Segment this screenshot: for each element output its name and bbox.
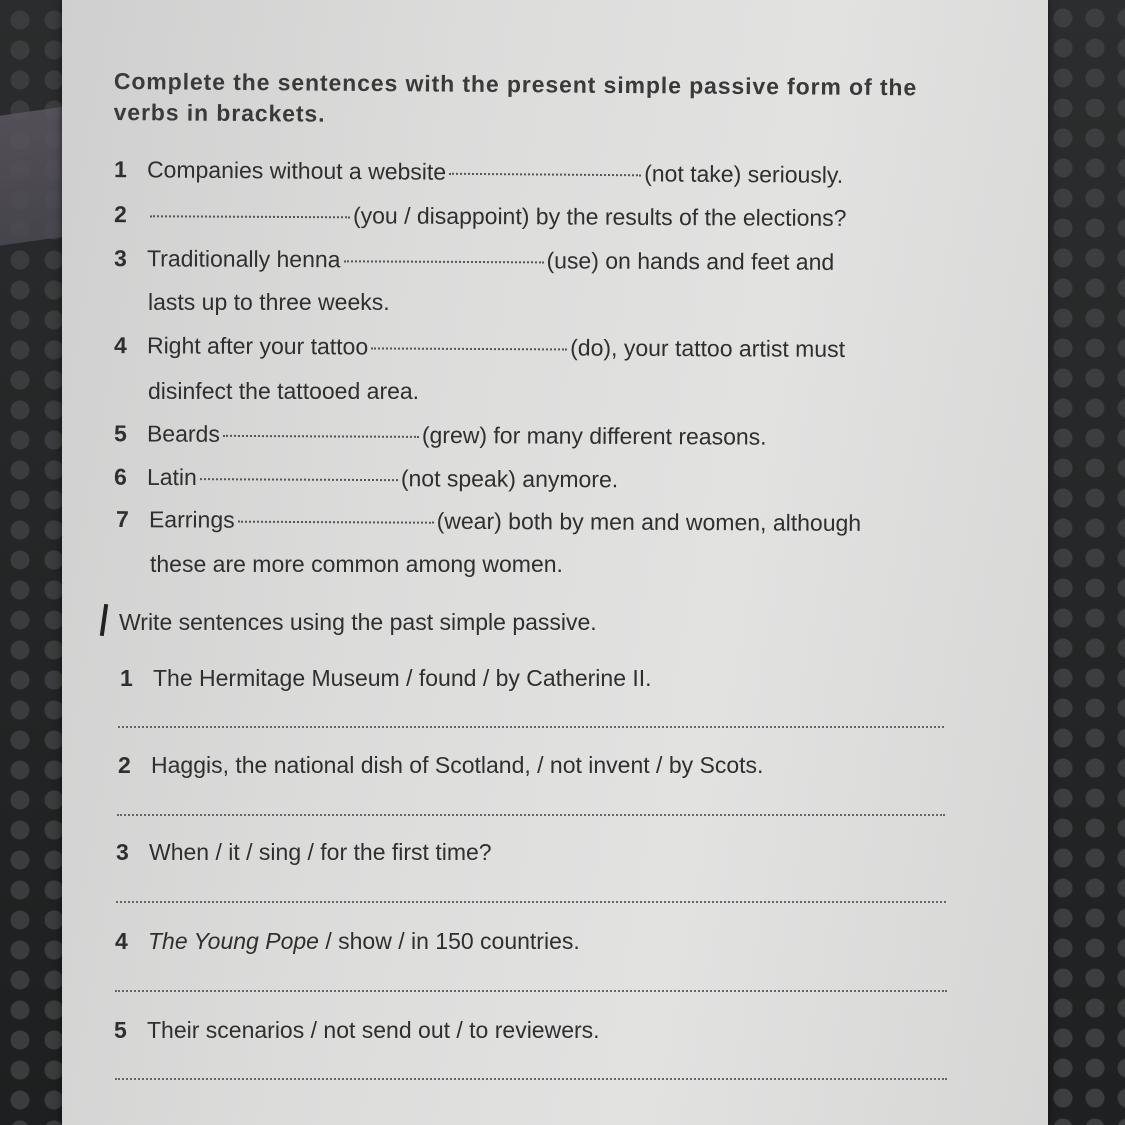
item-text: / show / in 150 countries. bbox=[318, 928, 580, 954]
exercise2-item-5 bbox=[114, 1016, 600, 1044]
exercise1-item-7 bbox=[116, 505, 861, 537]
item-text-after: (not speak) anymore. bbox=[400, 465, 619, 493]
exercise1-item-2 bbox=[114, 200, 847, 232]
exercise2-item-2 bbox=[118, 751, 763, 779]
item-number: 4 bbox=[115, 928, 128, 954]
item-text-after: (you / disappoint) by the results of the elections? bbox=[352, 202, 847, 231]
item-text-after: (not take) seriously. bbox=[644, 160, 844, 188]
item-text-before: Latin bbox=[146, 463, 197, 491]
item-text-before: Companies without a website bbox=[146, 156, 447, 185]
item-text-after: (wear) both by men and women, although bbox=[436, 507, 862, 536]
answer-blank[interactable] bbox=[343, 260, 543, 263]
item-number: 1 bbox=[113, 156, 127, 183]
item-text-before: Right after your tattoo bbox=[146, 332, 369, 360]
answer-line-3[interactable] bbox=[116, 901, 946, 903]
item-text: Their scenarios / not send out / to reviewers. bbox=[147, 1017, 600, 1043]
background-right bbox=[1045, 0, 1125, 1125]
answer-blank[interactable] bbox=[200, 478, 398, 481]
answer-line-5[interactable] bbox=[115, 1078, 947, 1080]
answer-line-1[interactable] bbox=[118, 726, 944, 728]
item-number: 6 bbox=[113, 463, 127, 490]
answer-blank[interactable] bbox=[449, 173, 641, 177]
item-number: 5 bbox=[114, 1017, 127, 1043]
item-number: 4 bbox=[113, 332, 127, 359]
item-text: The Hermitage Museum / found / by Catherine II. bbox=[153, 665, 652, 691]
exercise1-item-3-continuation: lasts up to three weeks. bbox=[148, 289, 390, 315]
exercise1-item-5 bbox=[114, 419, 767, 450]
exercise1-item-6 bbox=[114, 463, 618, 494]
item-text: Haggis, the national dish of Scotland, / not invent / by Scots. bbox=[151, 752, 764, 778]
item-number: 7 bbox=[115, 506, 129, 533]
exercise2-item-4 bbox=[115, 927, 580, 955]
exercise1-item-4-continuation: disinfect the tattooed area. bbox=[148, 378, 420, 404]
item-text-before: Beards bbox=[146, 420, 220, 447]
exercise1-item-4 bbox=[114, 331, 845, 363]
exercise1-item-3 bbox=[114, 244, 834, 276]
item-number: 3 bbox=[116, 839, 129, 865]
item-text-before: Earrings bbox=[148, 506, 235, 533]
item-number: 3 bbox=[113, 245, 127, 272]
item-text-after: (grew) for many different reasons. bbox=[421, 421, 767, 450]
answer-blank[interactable] bbox=[238, 521, 434, 524]
answer-blank[interactable] bbox=[371, 347, 567, 350]
answer-line-4[interactable] bbox=[115, 990, 947, 992]
exercise1-instruction: Complete the sentences with the present simple passive form of the verbs in brackets. bbox=[113, 67, 918, 127]
item-number: 2 bbox=[118, 752, 131, 778]
item-text: When / it / sing / for the first time? bbox=[149, 839, 492, 865]
item-text-after: (use) on hands and feet and bbox=[546, 247, 835, 275]
answer-blank[interactable] bbox=[223, 435, 419, 438]
answer-blank[interactable] bbox=[150, 215, 350, 218]
exercise2-item-3 bbox=[116, 838, 492, 866]
worksheet-page bbox=[62, 0, 1048, 1125]
exercise1-item-1 bbox=[114, 155, 843, 189]
item-text-before: Traditionally henna bbox=[146, 245, 341, 273]
exercise2-item-1 bbox=[120, 664, 652, 692]
show-title: The Young Pope bbox=[148, 928, 319, 954]
answer-line-2[interactable] bbox=[117, 814, 945, 816]
section-marker bbox=[100, 604, 108, 636]
exercise1-item-7-continuation: these are more common among women. bbox=[150, 551, 563, 577]
item-number: 1 bbox=[120, 665, 133, 691]
item-number: 5 bbox=[113, 420, 127, 447]
item-text-after: (do), your tattoo artist must bbox=[570, 334, 846, 362]
item-number: 2 bbox=[113, 201, 127, 228]
exercise2-instruction: Write sentences using the past simple passive. bbox=[119, 609, 597, 635]
